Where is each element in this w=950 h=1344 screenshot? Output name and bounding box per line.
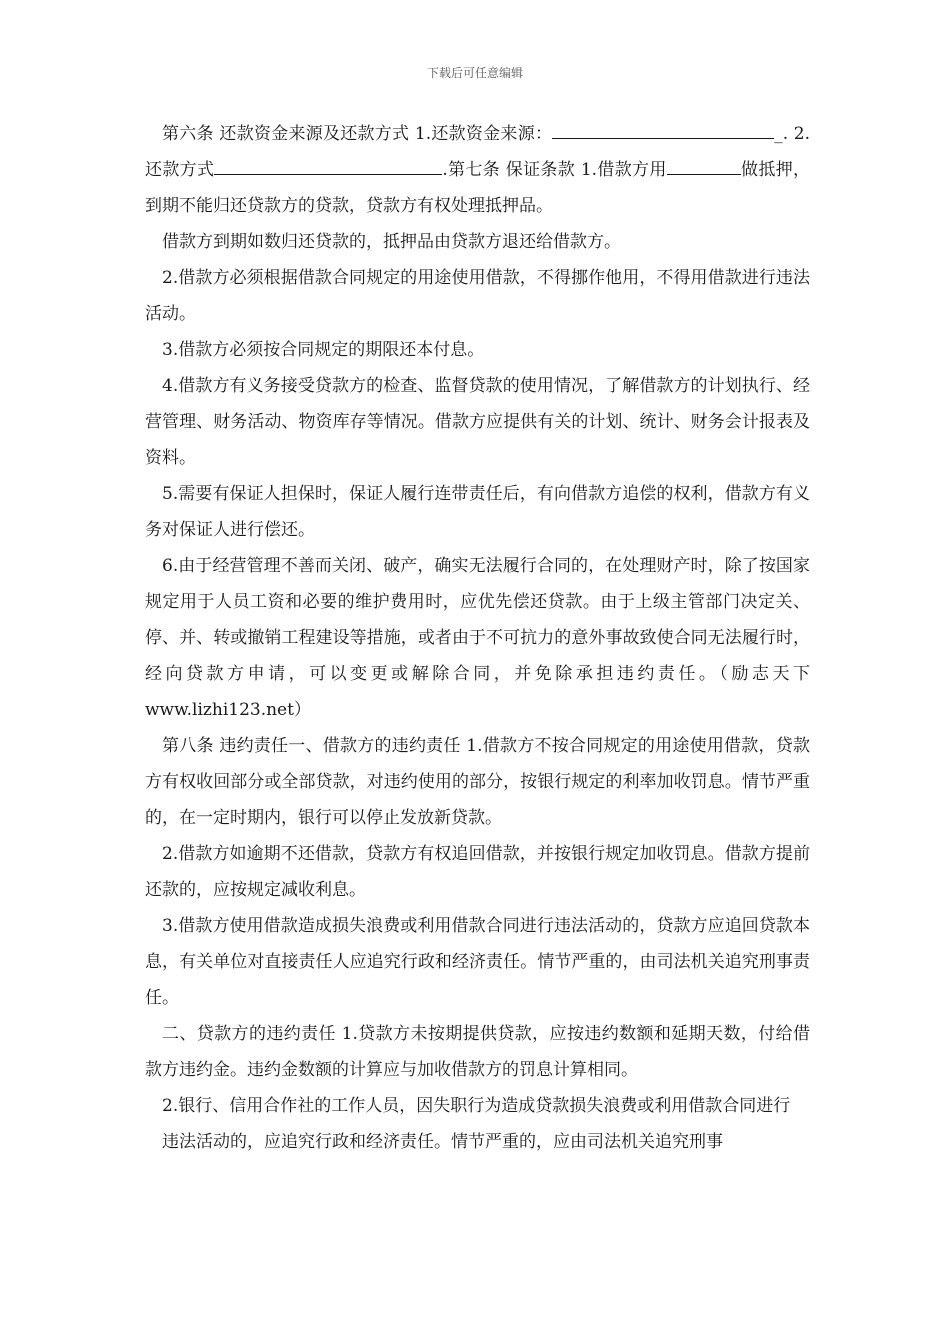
- paragraph: 2.银行、信用合作社的工作人员，因失职行为造成贷款损失浪费或利用借款合同进行: [162, 1096, 791, 1116]
- article-7-heading: .第七条 保证条款 1.借款方用: [442, 160, 667, 180]
- document-body: [145, 116, 810, 1160]
- paragraph: 二、贷款方的违约责任 1.贷款方未按期提供贷款，应按违约数额和延期天数，付给借款方违约金。违约金数额的计算应与加收借款方的罚息计算相同。: [145, 1024, 810, 1080]
- paragraph: 3.借款方使用借款造成损失浪费或利用借款合同进行违法活动的，贷款方应追回贷款本息，有关单位对直接责任人应追究行政和经济责任。情节严重的，由司法机关追究刑事责任。: [145, 916, 810, 1008]
- paragraph: 2.借款方如逾期不还借款，贷款方有权追回借款，并按银行规定加收罚息。借款方提前还款的，应按规定减收利息。: [145, 844, 810, 900]
- paragraph: 6.由于经营管理不善而关闭、破产，确实无法履行合同的，在处理财产时，除了按国家规定用于人员工资和必要的维护费用时，应优先偿还贷款。由于上级主管部门决定关、停、并、转或撤销工程建设等措施，或者由于不可抗力的意外事故致使合同无法履行时，经向贷款方申请，可以变更或解除合同，并免除承担违约责任。（励志天下 www.lizhi123.net）: [145, 556, 810, 720]
- paragraph: 借款方到期如数归还贷款的，抵押品由贷款方退还给借款方。: [162, 232, 621, 252]
- collateral-blank: [667, 154, 741, 175]
- article-6-paragraph: [145, 116, 810, 224]
- article-7-tail: 做抵押，到期不能归还贷款方的贷款，贷款方有权处理抵押品。: [145, 160, 811, 216]
- paragraph: 2.借款方必须根据借款合同规定的用途使用借款，不得挪作他用，不得用借款进行违法活动。: [145, 268, 810, 324]
- article-6-tail: _. 2.还款方式: [145, 124, 811, 180]
- repayment-source-blank: [552, 118, 774, 139]
- paragraph: 第八条 违约责任一、借款方的违约责任 1.借款方不按合同规定的用途使用借款，贷款方有权收回部分或全部贷款，对违约使用的部分，按银行规定的利率加收罚息。情节严重的，在一定时期内，银行可以停止发放新贷款。: [145, 736, 810, 828]
- paragraph: 4.借款方有义务接受贷款方的检查、监督贷款的使用情况，了解借款方的计划执行、经营管理、财务活动、物资库存等情况。借款方应提供有关的计划、统计、财务会计报表及资料。: [145, 376, 810, 468]
- article-6-heading: 第六条 还款资金来源及还款方式 1.还款资金来源：: [162, 124, 553, 144]
- repayment-method-blank: [214, 154, 442, 175]
- page-header: 下载后可任意编辑: [426, 66, 523, 80]
- paragraph: 3.借款方必须按合同规定的期限还本付息。: [162, 340, 485, 360]
- paragraph: 违法活动的，应追究行政和经济责任。情节严重的，应由司法机关追究刑事: [162, 1132, 723, 1152]
- paragraph: 5.需要有保证人担保时，保证人履行连带责任后，有向借款方追偿的权利，借款方有义务对保证人进行偿还。: [145, 484, 810, 540]
